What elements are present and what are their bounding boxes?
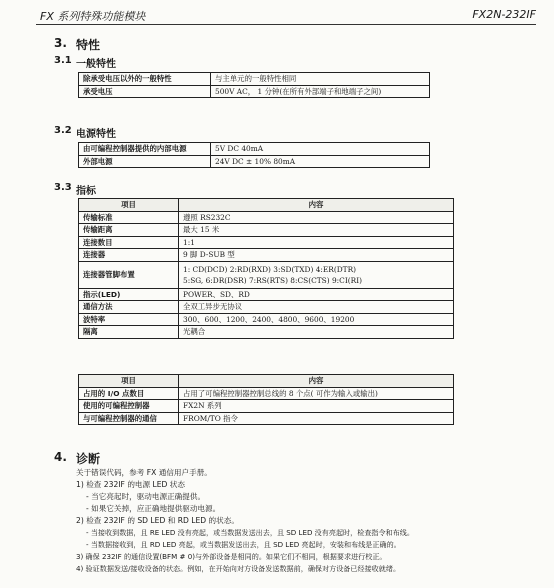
table-row	[79, 412, 454, 425]
table-header-row	[79, 199, 454, 212]
section-3-1-title: 一般特性	[76, 59, 116, 70]
spec-key: 外部电源	[79, 155, 211, 168]
table-row	[79, 155, 430, 168]
spec-key: 连接器	[79, 249, 179, 262]
spec-value: 全双工异步无协议	[179, 301, 454, 314]
spec-value: 1:1	[179, 236, 454, 249]
spec-value: POWER、SD、RD	[179, 288, 454, 301]
table-row	[79, 326, 454, 339]
col-header-content: 内容	[179, 375, 454, 388]
diag-line: - 当接收到数据，且 RE LED 没有亮起，或当数据发送出去，且 SD LED 没有亮起时，检查指令和布线。	[86, 528, 414, 537]
diag-line: 4) 验证数据发送/接收设备的状态。例如，在开始向对方设备发送数据前，确保对方设备已经接收就绪。	[76, 564, 401, 573]
power-spec-table	[78, 142, 430, 168]
diag-line: - 当数据接收到，且 RD LED 亮起，或当数据发送出去，且 SD LED 亮起时，安装和布线是正确的。	[86, 540, 401, 549]
table-row	[79, 288, 454, 301]
spec-value: 遵照 RS232C	[179, 211, 454, 224]
table-row	[79, 387, 454, 400]
spec-value: 500V AC， 1 分钟(在所有外部端子和地端子之间)	[211, 85, 430, 98]
spec-value: 与主单元的一般特性相同	[211, 73, 430, 86]
spec-value: 光耦合	[179, 326, 454, 339]
general-spec-table	[78, 72, 430, 98]
diag-line: 2) 检查 232IF 的 SD LED 和 RD LED 的状态。	[76, 516, 239, 525]
spec-table	[78, 198, 454, 339]
header-left: FX 系列特殊功能模块	[40, 10, 146, 23]
table-row	[79, 143, 430, 156]
table-row	[79, 261, 454, 288]
page-header	[36, 6, 536, 25]
section-3-2-number: 3.2	[54, 125, 72, 136]
spec-value: FX2N 系列	[179, 400, 454, 413]
table-row	[79, 85, 430, 98]
spec-key: 通信方法	[79, 301, 179, 314]
spec-key: 连接数目	[79, 236, 179, 249]
spec-value: 24V DC ± 10% 80mA	[211, 155, 430, 168]
spec-key: 除承受电压以外的一般特性	[79, 73, 211, 86]
spec-key: 连接器管脚布置	[79, 261, 179, 288]
diag-line: 1) 检查 232IF 的电源 LED 状态	[76, 480, 185, 489]
spec-key: 波特率	[79, 313, 179, 326]
table-header-row	[79, 375, 454, 388]
spec-value	[179, 261, 454, 288]
table-row	[79, 236, 454, 249]
diag-line: 关于错误代码，参考 FX 通信用户手册。	[76, 468, 212, 477]
spec-key: 使用的可编程控制器	[79, 400, 179, 413]
table-row	[79, 249, 454, 262]
table-row	[79, 400, 454, 413]
spec-key: 隔离	[79, 326, 179, 339]
col-header-content: 内容	[179, 199, 454, 212]
spec-value: 300、600、1200、2400、4800、9600、19200	[179, 313, 454, 326]
pin-line-2: 5:SG, 6:DR(DSR) 7:RS(RTS) 8:CS(CTS) 9:CI(RI)	[183, 275, 362, 285]
section-3-2-title: 电源特性	[76, 129, 116, 140]
spec-key: 承受电压	[79, 85, 211, 98]
section-4-number: 4.	[54, 450, 67, 464]
spec-value: 占用了可编程控制器控制总线的 8 个点( 可作为输入或输出)	[179, 387, 454, 400]
spec-key: 传输距离	[79, 224, 179, 237]
table-row	[79, 211, 454, 224]
spec-value: 5V DC 40mA	[211, 143, 430, 156]
table-row	[79, 73, 430, 86]
col-header-item: 项目	[79, 199, 179, 212]
diag-line: - 当它亮起时，驱动电源正确提供。	[86, 492, 206, 501]
col-header-item: 项目	[79, 375, 179, 388]
table-row	[79, 224, 454, 237]
table-row	[79, 313, 454, 326]
spec-key: 占用的 I/O 点数目	[79, 387, 179, 400]
spec-key: 传输标准	[79, 211, 179, 224]
section-3-1-number: 3.1	[54, 55, 72, 66]
diag-line: 3) 确保 232IF 的通信设置(BFM # 0)与外部设备是相同的。如果它们不相同，根据要求进行校正。	[76, 552, 387, 561]
section-3-title: 特性	[76, 38, 101, 52]
section-4-title: 诊断	[76, 452, 101, 466]
header-right: FX2N-232IF	[472, 8, 536, 21]
diag-line: - 如果它关掉，应正确地提供驱动电源。	[86, 504, 221, 513]
spec-value: 最大 15 米	[179, 224, 454, 237]
table-row	[79, 301, 454, 314]
io-table	[78, 374, 454, 425]
spec-key: 指示(LED)	[79, 288, 179, 301]
spec-value: FROM/TO 指令	[179, 412, 454, 425]
spec-value: 9 脚 D-SUB 型	[179, 249, 454, 262]
section-3-3-title: 指标	[76, 186, 96, 197]
spec-key: 与可编程控制器的通信	[79, 412, 179, 425]
section-3-3-number: 3.3	[54, 182, 72, 193]
pin-line-1: 1: CD(DCD) 2:RD(RXD) 3:SD(TXD) 4:ER(DTR)	[183, 264, 357, 274]
section-3-number: 3.	[54, 36, 67, 50]
spec-key: 由可编程控制器提供的内部电源	[79, 143, 211, 156]
